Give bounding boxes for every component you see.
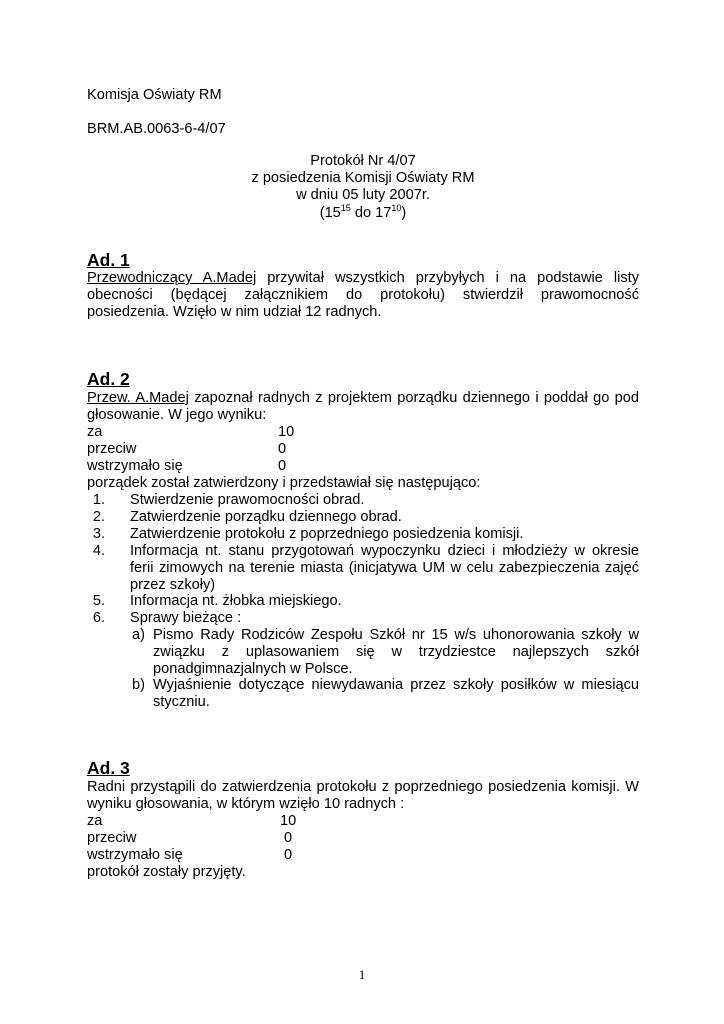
header-ref: BRM.AB.0063-6-4/07 xyxy=(87,121,226,137)
ad2-paragraph: Przew. A.Madej zapoznał radnych z projektem porządku dziennego i poddał go pod głosowanie. W jego wyniku: xyxy=(87,390,639,423)
agenda-item: Informacja nt. żłobka miejskiego. xyxy=(130,593,342,609)
ad3-vote-row: wstrzymało się 0 xyxy=(87,847,293,863)
agenda-num: 4. xyxy=(92,543,105,559)
agenda-item: Sprawy bieżące : xyxy=(130,610,242,626)
agenda-item: Stwierdzenie prawomocności obrad. xyxy=(130,492,365,508)
agenda-num: 1. xyxy=(92,492,105,508)
ad2-vote-row: za 10 xyxy=(87,424,295,440)
agenda-num: 2. xyxy=(92,509,105,525)
title-line3: w dniu 05 luty 2007r. xyxy=(296,187,430,203)
ad2-vote-row: przeciw 0 xyxy=(87,441,287,457)
ad2-heading: Ad. 2 xyxy=(87,369,130,389)
page-number: 1 xyxy=(358,967,366,982)
ad3-heading: Ad. 3 xyxy=(87,758,130,778)
agenda-num: 3. xyxy=(92,526,105,542)
agenda-subnum: a) xyxy=(132,627,145,643)
agenda-item: Informacja nt. stanu przygotowań wypoczynku dzieci i młodzieży w okresie ferii zimowych na terenie miasta (inicjatywa UM w celu zabezpieczenia zajęć przez szkoły) xyxy=(130,543,639,593)
agenda-num: 5. xyxy=(92,593,105,609)
title-line1: Protokół Nr 4/07 xyxy=(310,153,416,169)
title-line2: z posiedzenia Komisji Oświaty RM xyxy=(251,170,475,186)
ad3-paragraph: Radni przystąpili do zatwierdzenia protokołu z poprzedniego posiedzenia komisji. W wyniku głosowania, w którym wzięło 10 radnych : xyxy=(87,779,639,812)
title-time: ($15^{15}$ do $17^{10}$) xyxy=(319,203,407,221)
agenda-item: Zatwierdzenie protokołu z poprzedniego posiedzenia komisji. xyxy=(130,526,524,542)
agenda-num: 6. xyxy=(92,610,105,626)
agenda-subitem: Wyjaśnienie dotyczące niewydawania przez szkoły posiłków w miesiącu styczniu. xyxy=(153,677,639,710)
ad1-heading: Ad. 1 xyxy=(87,250,130,270)
agenda-subitem: Pismo Rady Rodziców Zespołu Szkół nr 15 w/s uhonorowania szkoły w związku z uplasowaniem się w trzydziestce najlepszych szkół ponadgimnazjalnych w Polsce. xyxy=(153,627,639,677)
ad3-vote-row: przeciw 0 xyxy=(87,830,293,846)
ad1-paragraph: Przewodniczący A.Madej przywitał wszystkich przybyłych i na podstawie listy obecności (będącej załącznikiem do protokołu) stwierdził prawomocność posiedzenia. Wzięło w nim udział 12 radnych. xyxy=(87,270,639,320)
ad3-vote-row: za 10 xyxy=(87,813,297,829)
ad2-after: porządek został zatwierdzony i przedstawiał się następująco: xyxy=(87,475,481,491)
ad2-vote-row: wstrzymało się 0 xyxy=(87,458,287,474)
ad3-after: protokół zostały przyjęty. xyxy=(87,864,246,880)
header-org: Komisja Oświaty RM xyxy=(87,87,222,103)
agenda-item: Zatwierdzenie porządku dziennego obrad. xyxy=(130,509,402,525)
agenda-subnum: b) xyxy=(132,677,145,693)
